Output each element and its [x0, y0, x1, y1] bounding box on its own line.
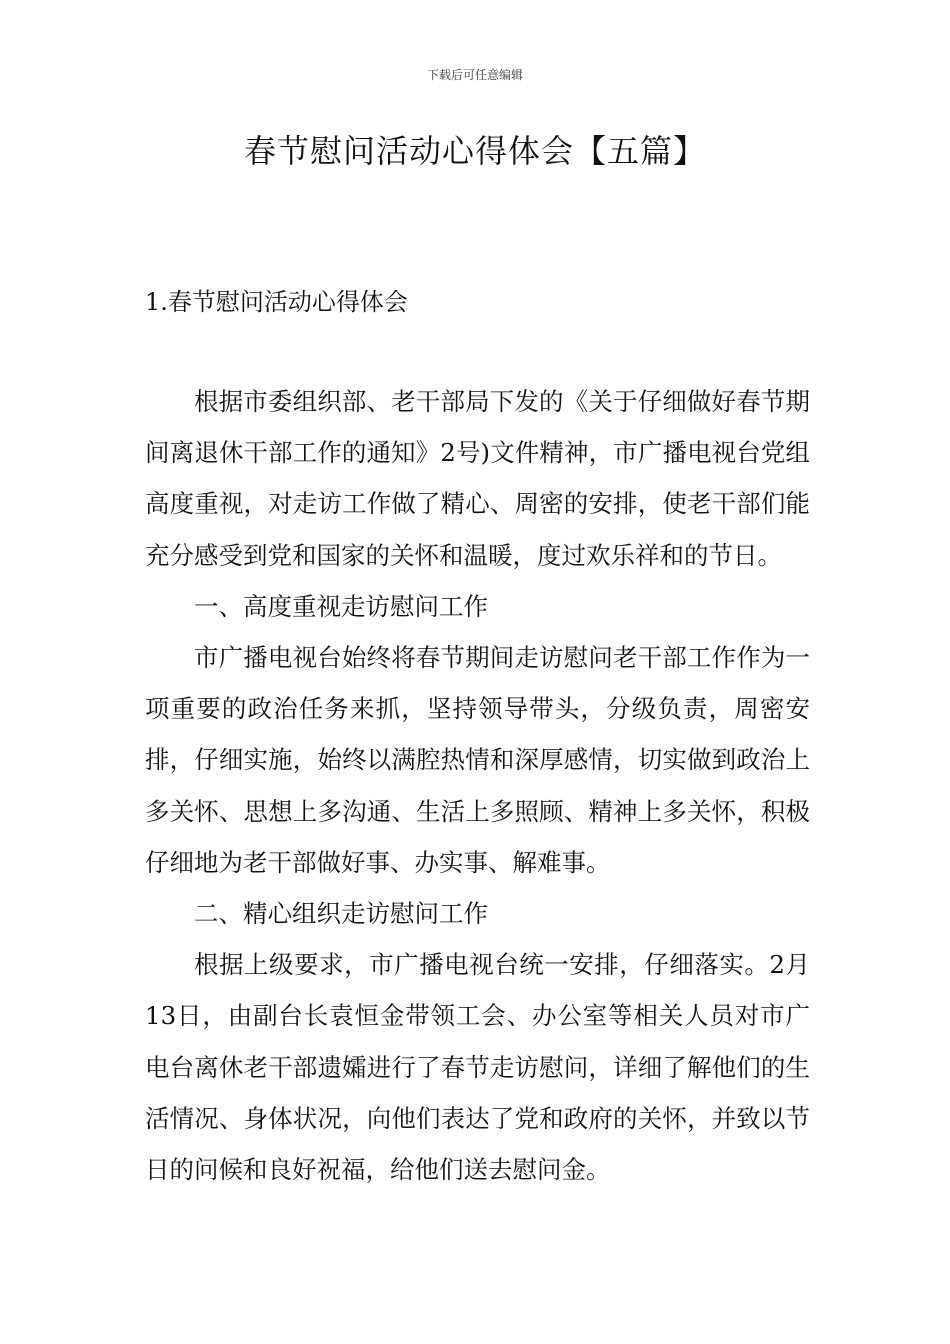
paragraph-two: 根据上级要求，市广播电视台统一安排，仔细落实。2月13日，由副台长袁恒金带领工会、办公室等相关人员对市广电台离休老干部遗孀进行了春节走访慰问，详细了解他们的生活情况、身体状况，向他们表达了党和政府的关怀，并致以节日的问候和良好祝福，给他们送去慰问金。: [145, 950, 810, 1185]
header-note: 下载后可任意编辑: [426, 68, 523, 82]
subheading-one: 一、高度重视走访慰问工作: [194, 591, 488, 621]
paragraph-intro: 根据市委组织部、老干部局下发的《关于仔细做好春节期间离退休干部工作的通知》2号)文件精神，市广播电视台党组高度重视，对走访工作做了精心、周密的安排，使老干部们能充分感受到党和国家的关怀和温暖，度过欢乐祥和的节日。: [145, 387, 810, 570]
paragraph-one: 市广播电视台始终将春节期间走访慰问老干部工作作为一项重要的政治任务来抓，坚持领导带头，分级负责，周密安排，仔细实施，始终以满腔热情和深厚感情，切实做到政治上多关怀、思想上多沟通、生活上多照顾、精神上多关怀，积极仔细地为老干部做好事、办实事、解难事。: [145, 643, 810, 877]
subheading-two: 二、精心组织走访慰问工作: [194, 899, 488, 929]
section-heading: 1.春节慰问活动心得体会: [145, 288, 408, 316]
body-text: [145, 376, 810, 1195]
document-title: 春节慰问活动心得体会【五篇】: [243, 132, 706, 170]
